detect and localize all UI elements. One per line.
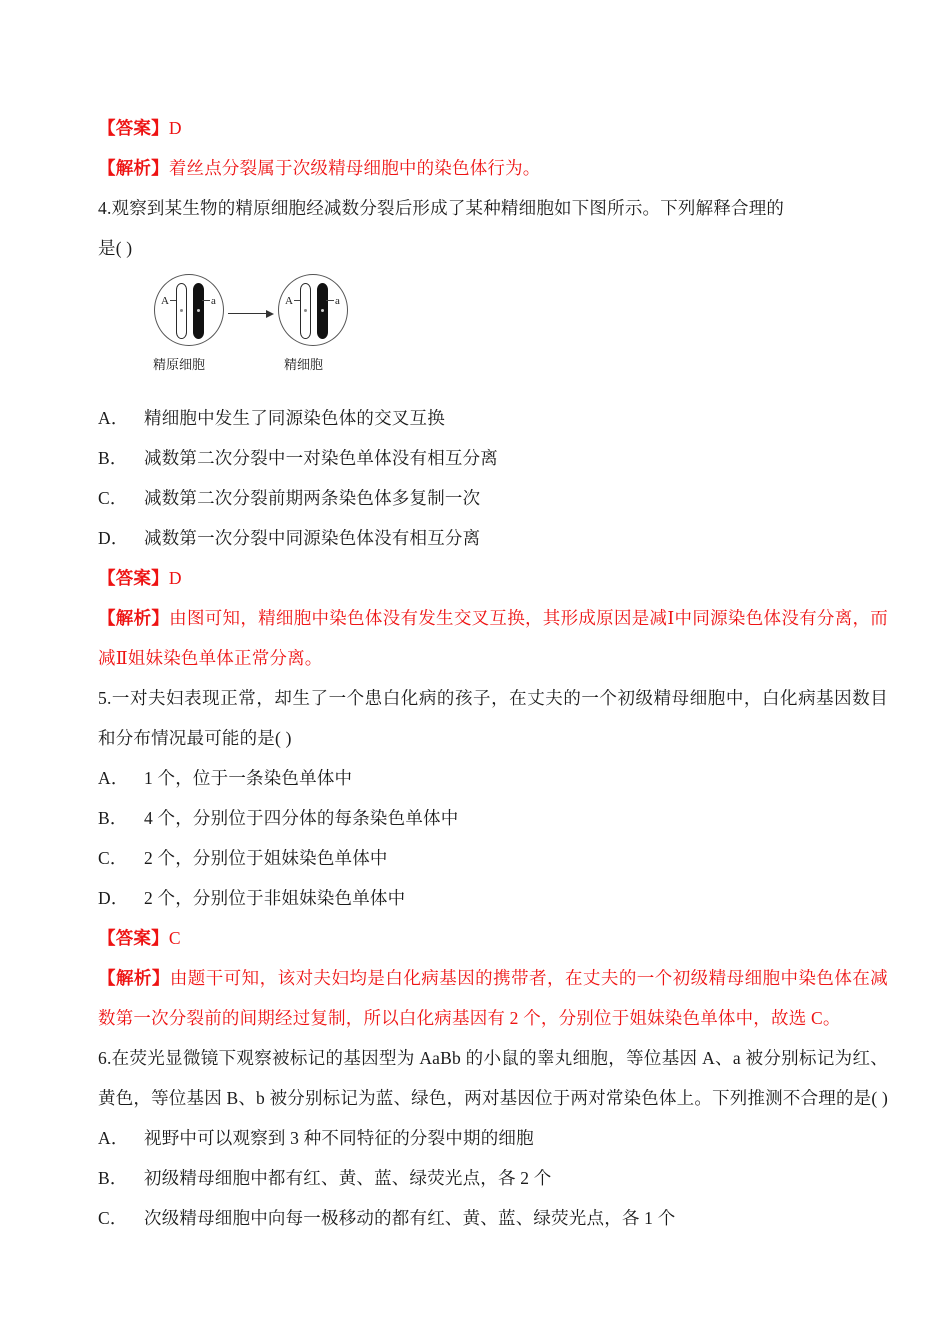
question-4-option-d[interactable] bbox=[98, 518, 888, 558]
option-text: 视野中可以观察到 3 种不同特征的分裂中期的细胞 bbox=[144, 1128, 534, 1148]
chromosome-black-right bbox=[317, 283, 328, 339]
option-text: 减数第二次分裂前期两条染色体多复制一次 bbox=[144, 488, 481, 508]
explanation-tag: 【解析】 bbox=[98, 968, 170, 988]
option-label: A． bbox=[98, 408, 129, 428]
option-label: A． bbox=[98, 768, 129, 788]
answer-tag: 【答案】 bbox=[98, 118, 169, 138]
question-6-option-c[interactable] bbox=[98, 1198, 888, 1238]
question-4-stem bbox=[98, 188, 888, 268]
arrow-shaft bbox=[228, 313, 268, 314]
question-4-answer-line bbox=[98, 558, 888, 598]
question-4-stem-line-1: 4.观察到某生物的精原细胞经减数分裂后形成了某种精细胞如下图所示。下列解释合理的 bbox=[98, 198, 785, 218]
centromere-icon bbox=[321, 309, 324, 312]
option-text: 精细胞中发生了同源染色体的交叉互换 bbox=[144, 408, 445, 428]
question-5-explanation bbox=[98, 958, 888, 1038]
question-4-stem-line-2: 是( ) bbox=[98, 238, 133, 258]
spermatid-label: 精细胞 bbox=[284, 357, 324, 372]
question-6-option-b[interactable] bbox=[98, 1158, 888, 1198]
option-label: A． bbox=[98, 1128, 129, 1148]
explanation-tag: 【解析】 bbox=[98, 608, 170, 628]
allele-leader-line-right bbox=[326, 300, 334, 301]
question-5-option-c[interactable] bbox=[98, 838, 888, 878]
option-text: 减数第二次分裂中一对染色单体没有相互分离 bbox=[144, 448, 498, 468]
spermatogonium-cell bbox=[154, 274, 224, 346]
centromere-icon bbox=[304, 309, 307, 312]
question-4-answer-value: D bbox=[168, 568, 182, 588]
question-5-answer-value: C bbox=[168, 928, 181, 948]
question-5-explanation-text: 由题干可知，该对夫妇均是白化病基因的携带者，在丈夫的一个初级精母细胞中染色体在减数第一次分裂前的间期经过复制，所以白化病基因有 2 个，分别位于姐妹染色单体中，故选 C。 bbox=[98, 968, 888, 1028]
allele-label-a-right-cell: a bbox=[335, 295, 340, 307]
q3-answer-value: D bbox=[168, 118, 182, 138]
option-text: 1 个，位于一条染色单体中 bbox=[144, 768, 353, 788]
chromosome-white-right bbox=[300, 283, 311, 339]
option-text: 4 个，分别位于四分体的每条染色单体中 bbox=[144, 808, 459, 828]
question-4-option-b[interactable] bbox=[98, 438, 888, 478]
allele-label-a-left-cell: a bbox=[211, 295, 216, 307]
document-content bbox=[98, 108, 888, 1238]
option-label: B． bbox=[98, 808, 128, 828]
question-5-option-b[interactable] bbox=[98, 798, 888, 838]
arrow-right-icon bbox=[228, 309, 274, 318]
question-6-option-a[interactable] bbox=[98, 1118, 888, 1158]
explanation-tag: 【解析】 bbox=[98, 158, 169, 178]
answer-tag: 【答案】 bbox=[98, 928, 169, 948]
option-text: 2 个，分别位于姐妹染色单体中 bbox=[144, 848, 388, 868]
q3-explanation-line bbox=[98, 148, 888, 188]
option-text: 2 个，分别位于非姐妹染色单体中 bbox=[144, 888, 406, 908]
option-label: D． bbox=[98, 528, 129, 548]
centromere-icon bbox=[180, 309, 183, 312]
spermatogonium-label: 精原细胞 bbox=[153, 357, 206, 372]
allele-label-A-right-cell: A bbox=[285, 295, 293, 307]
centromere-icon bbox=[197, 309, 200, 312]
question-6-stem: 6.在荧光显微镜下观察被标记的基因型为 AaBb 的小鼠的睾丸细胞，等位基因 A、a 被分别标记为红、黄色，等位基因 B、b 被分别标记为蓝、绿色，两对基因位于两对常染色体上。下列推测不合理的是( ) bbox=[98, 1048, 888, 1108]
question-4-option-c[interactable] bbox=[98, 478, 888, 518]
question-5-answer-line bbox=[98, 918, 888, 958]
question-5-option-d[interactable] bbox=[98, 878, 888, 918]
option-text: 次级精母细胞中向每一极移动的都有红、黄、蓝、绿荧光点，各 1 个 bbox=[144, 1208, 676, 1228]
question-5-stem: 5.一对夫妇表现正常，却生了一个患白化病的孩子，在丈夫的一个初级精母细胞中，白化病基因数目和分布情况最可能的是( ) bbox=[98, 688, 888, 748]
option-label: B． bbox=[98, 448, 128, 468]
chromosome-white-left bbox=[176, 283, 187, 339]
figure-inner bbox=[148, 274, 408, 394]
q3-explanation-text: 着丝点分裂属于次级精母细胞中的染色体行为。 bbox=[168, 158, 541, 178]
answer-tag: 【答案】 bbox=[98, 568, 169, 588]
question-4-figure bbox=[98, 274, 888, 394]
option-label: D． bbox=[98, 888, 129, 908]
allele-leader-line-right bbox=[202, 300, 210, 301]
question-5-option-a[interactable] bbox=[98, 758, 888, 798]
option-label: C． bbox=[98, 1208, 128, 1228]
arrow-head bbox=[266, 310, 274, 318]
q3-answer-line bbox=[98, 108, 888, 148]
option-text: 减数第一次分裂中同源染色体没有相互分离 bbox=[144, 528, 481, 548]
question-4-option-a[interactable] bbox=[98, 398, 888, 438]
spermatid-cell bbox=[278, 274, 348, 346]
option-label: C． bbox=[98, 488, 128, 508]
question-4-explanation-text: 由图可知，精细胞中染色体没有发生交叉互换，其形成原因是减Ⅰ中同源染色体没有分离，而减Ⅱ姐妹染色单体正常分离。 bbox=[98, 608, 888, 668]
option-text: 初级精母细胞中都有红、黄、蓝、绿荧光点，各 2 个 bbox=[144, 1168, 552, 1188]
option-label: B． bbox=[98, 1168, 128, 1188]
chromosome-black-left bbox=[193, 283, 204, 339]
option-label: C． bbox=[98, 848, 128, 868]
question-4-explanation bbox=[98, 598, 888, 678]
allele-label-A-left: A bbox=[161, 295, 169, 307]
